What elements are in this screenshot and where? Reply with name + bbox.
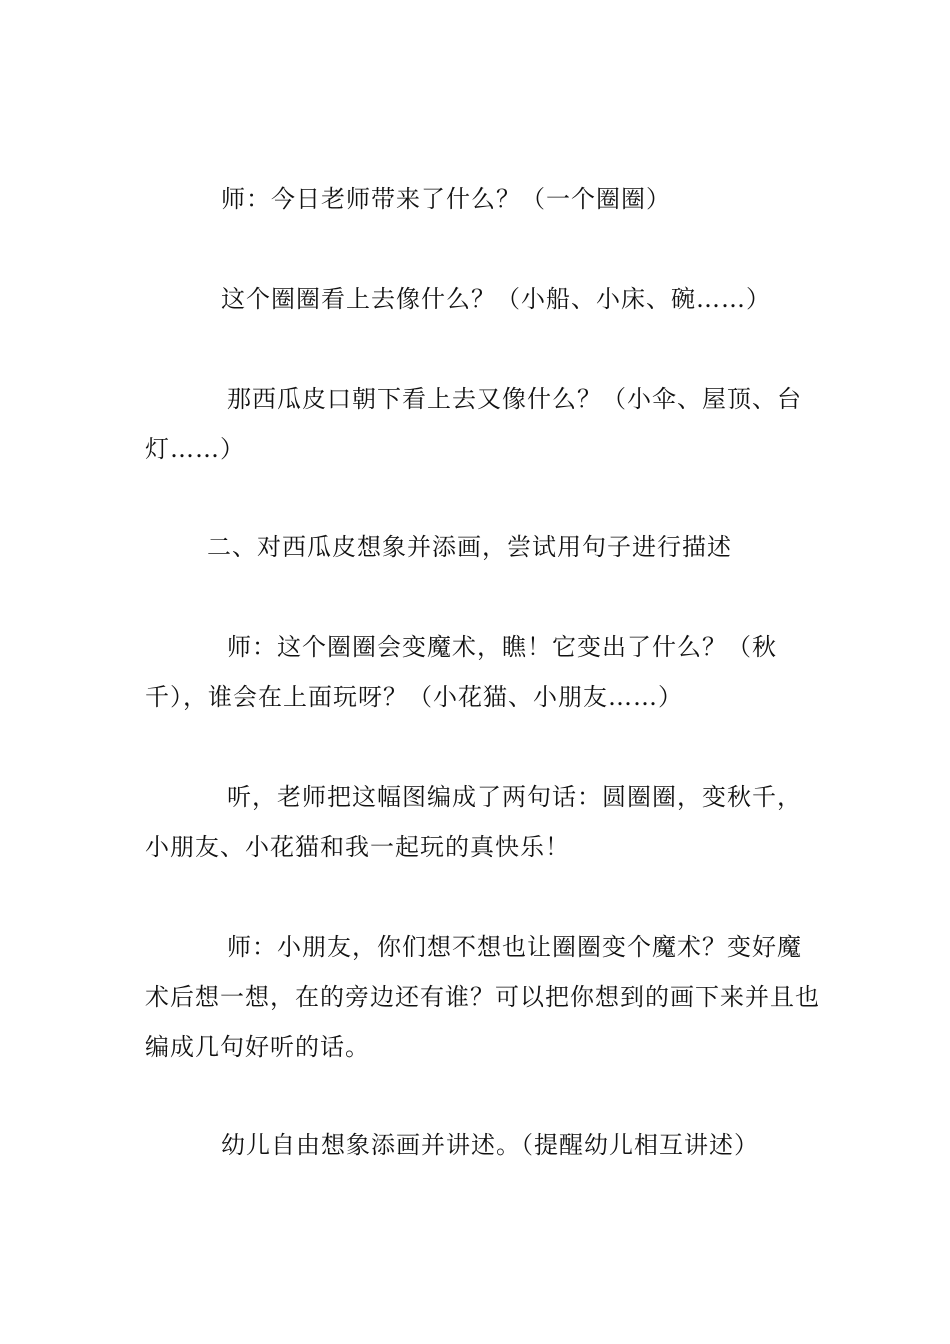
paragraph-6: 听，老师把这幅图编成了两句话：圆圈圈，变秋千，小朋友、小花猫和我一起玩的真快乐！ [145, 783, 802, 861]
paragraph-8: 幼儿自由想象添画并讲述。（提醒幼儿相互讲述） [221, 1131, 759, 1159]
paragraph-1: 师：今日老师带来了什么？（一个圈圈） [221, 185, 671, 213]
paragraph-7: 师：小朋友，你们想不想也让圈圈变个魔术？变好魔术后想一想，在的旁边还有谁？可以把你想到的画下来并且也编成几句好听的话。 [145, 933, 820, 1061]
section-heading: 二、对西瓜皮想象并添画，尝试用句子进行描述 [207, 533, 732, 561]
paragraph-2: 这个圈圈看上去像什么？（小船、小床、碗……） [221, 285, 771, 313]
paragraph-5: 师：这个圈圈会变魔术，瞧！它变出了什么？（秋千），谁会在上面玩呀？（小花猫、小朋友……） [145, 633, 777, 711]
paragraph-3: 那西瓜皮口朝下看上去又像什么？（小伞、屋顶、台灯……） [145, 385, 802, 463]
